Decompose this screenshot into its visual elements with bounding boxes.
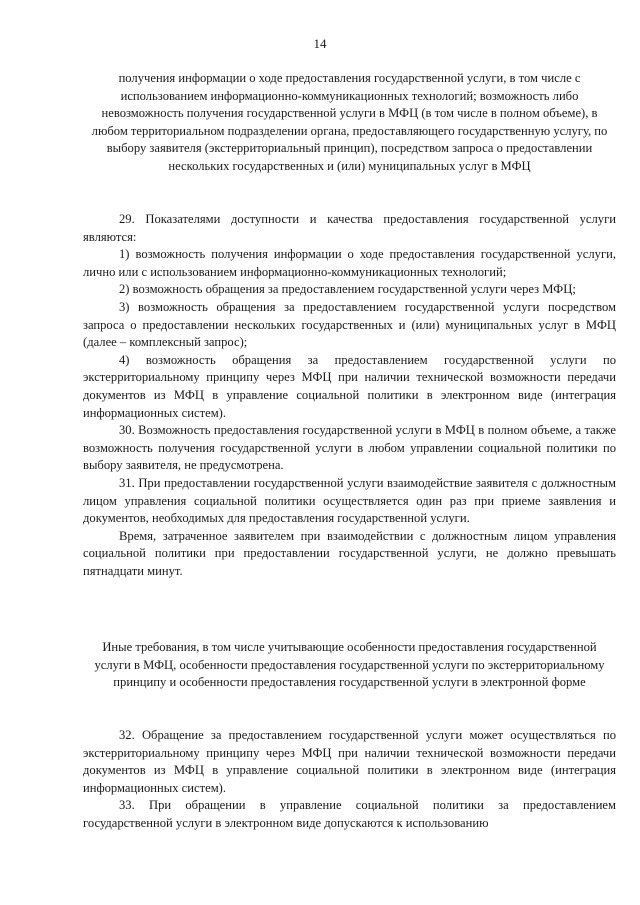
paragraph-30: 30. Возможность предоставления государственной услуги в МФЦ в полном объеме, а также возможность получения государственной услуги в любом управлении социальной политики по выбору заявителя, не предусмотрена. — [83, 423, 616, 473]
body-section-2 — [83, 727, 616, 833]
list-item-3: 3) возможность обращения за предоставлением государственной услуги посредством запроса о предоставлении нескольких государственных и (или) муниципальных услуг в МФЦ (далее – комплексный запрос); — [83, 299, 616, 350]
paragraph-29: 29. Показателями доступности и качества предоставления государственной услуги являются: — [83, 212, 616, 244]
list-item-4: 4) возможность обращения за предоставлением государственной услуги по экстерриториальному принципу через МФЦ при наличии технической возможности передачи документов из МФЦ в управление социальной политики в электронном виде (интеграция информационных систем). — [83, 352, 616, 420]
body-section-1 — [83, 211, 616, 580]
paragraph-32: 32. Обращение за предоставлением государственной услуги может осуществляться по экстерриториальному принципу через МФЦ при наличии технической возможности передачи документов из МФЦ в управление социальной политики в электронном виде (интеграция информационных систем). — [83, 728, 616, 795]
paragraph-33: 33. При обращении в управление социальной политики за предоставлением государственной услуги в электронном виде допускаются к использованию — [83, 798, 616, 830]
paragraph-time: Время, затраченное заявителем при взаимодействии с должностным лицом управления социальной политики при предоставлении государственной услуги, не должно превышать пятнадцати минут. — [83, 528, 616, 578]
list-item-2: 2) возможность обращения за предоставлением государственной услуги через МФЦ; — [119, 282, 576, 297]
paragraph-31: 31. При предоставлении государственной услуги взаимодействие заявителя с должностным лицом управления социальной политики осуществляется один раз при приеме заявления и документов, необходимых для предоставления государственной услуги. — [83, 475, 616, 526]
intro-paragraph: получения информации о ходе предоставления государственной услуги, в том числе с использованием информационно-коммуникационных технологий; возможность либо невозможность получения государственной услуги в МФЦ (в том числе в полном объеме), в любом территориальном подразделении органа, предоставляющего государственную услугу, по выбору заявителя (экстерриториальный принцип), посредством запроса о предоставлении нескольких государственных и (или) муниципальных услуг в МФЦ — [91, 71, 608, 173]
page-number: 14 — [313, 36, 327, 51]
list-item-1: 1) возможность получения информации о ходе предоставления государственной услуги, лично или с использованием информационно-коммуникационных технологий; — [83, 247, 616, 279]
section-heading: Иные требования, в том числе учитывающие особенности предоставления государственной услуги в МФЦ, особенности предоставления государственной услуги по экстерриториальному принципу и особенности предоставления государственной услуги в электронной форме — [94, 640, 605, 690]
